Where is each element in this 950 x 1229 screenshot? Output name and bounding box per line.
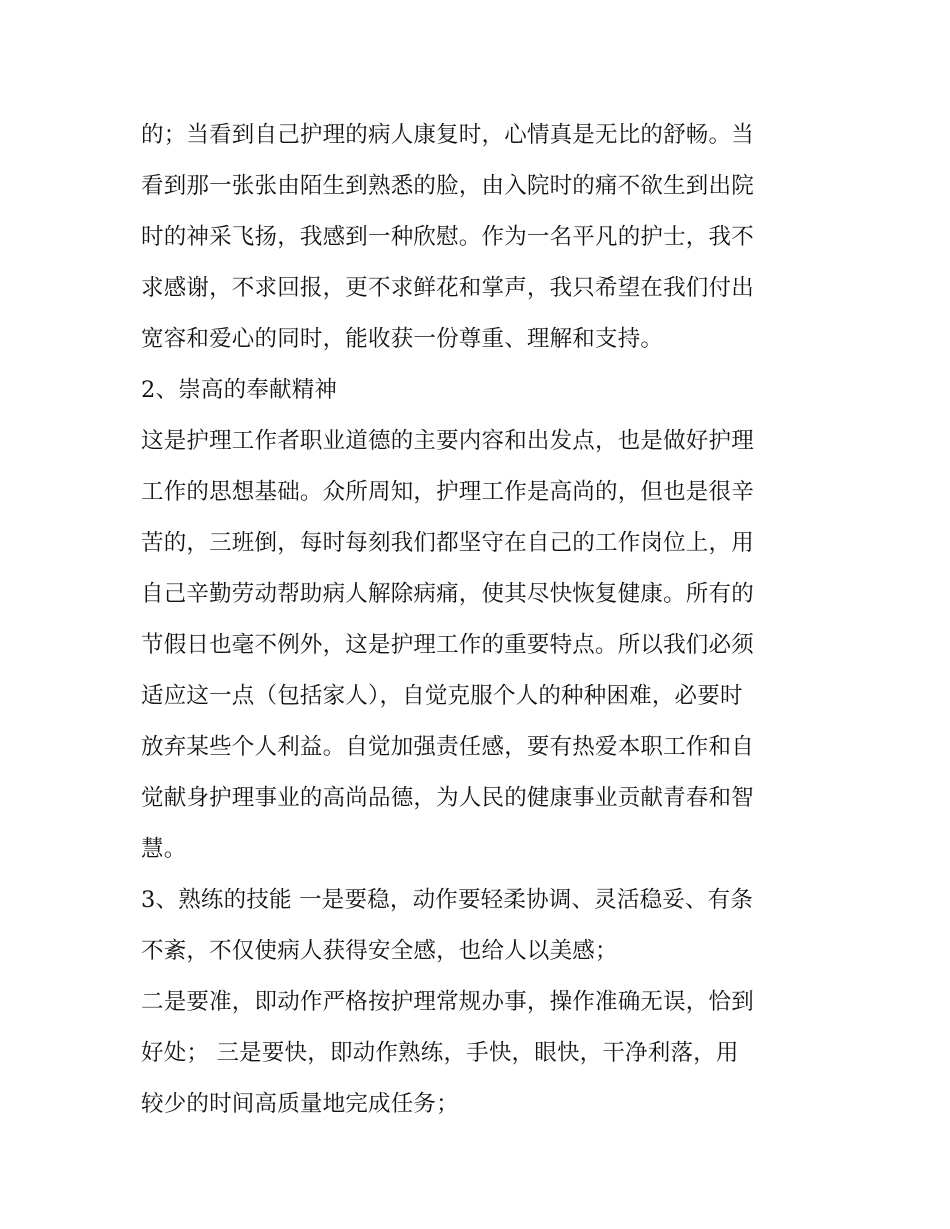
text-line: 节假日也毫不例外，这是护理工作的重要特点。所以我们必须 (141, 632, 754, 658)
text-line: 苦的，三班倒，每时每刻我们都坚守在自己的工作岗位上，用 (141, 530, 754, 556)
text-line: 较少的时间高质量地完成任务； (141, 1091, 459, 1117)
text-line: 求感谢，不求回报，更不求鲜花和掌声，我只希望在我们付出 (141, 275, 754, 301)
text-line: 这是护理工作者职业道德的主要内容和出发点，也是做好护理 (141, 428, 754, 454)
text-line: 放弃某些个人利益。自觉加强责任感，要有热爱本职工作和自 (141, 734, 754, 760)
text-line: 自己辛勤劳动帮助病人解除病痛，使其尽快恢复健康。所有的 (141, 581, 754, 607)
text-line: 二是要准，即动作严格按护理常规办事，操作准确无误，恰到 (141, 989, 754, 1015)
text-line: 觉献身护理事业的高尚品德，为人民的健康事业贡献青春和智 (141, 785, 754, 811)
text-line: 宽容和爱心的同时，能收获一份尊重、理解和支持。 (141, 326, 664, 352)
section-heading-2: 2、崇高的奉献精神 (141, 377, 338, 403)
text-line: 不紊，不仅使病人获得安全感，也给人以美感； (141, 938, 618, 964)
text-line: 的；当看到自己护理的病人康复时，心情真是无比的舒畅。当 (141, 122, 754, 148)
section-heading-3: 3、熟练的技能 一是要稳，动作要轻柔协调、灵活稳妥、有条 (141, 887, 754, 913)
text-line: 慧。 (141, 836, 187, 862)
text-line: 看到那一张张由陌生到熟悉的脸，由入院时的痛不欲生到出院 (141, 173, 754, 199)
document-body (141, 110, 821, 1130)
text-line: 时的神采飞扬，我感到一种欣慰。作为一名平凡的护士，我不 (141, 224, 754, 250)
text-line: 工作的思想基础。众所周知，护理工作是高尚的，但也是很辛 (141, 479, 754, 505)
text-line: 好处； 三是要快，即动作熟练，手快，眼快，干净利落，用 (141, 1040, 739, 1066)
text-line: 适应这一点（包括家人），自觉克服个人的种种困难，必要时 (141, 683, 743, 709)
